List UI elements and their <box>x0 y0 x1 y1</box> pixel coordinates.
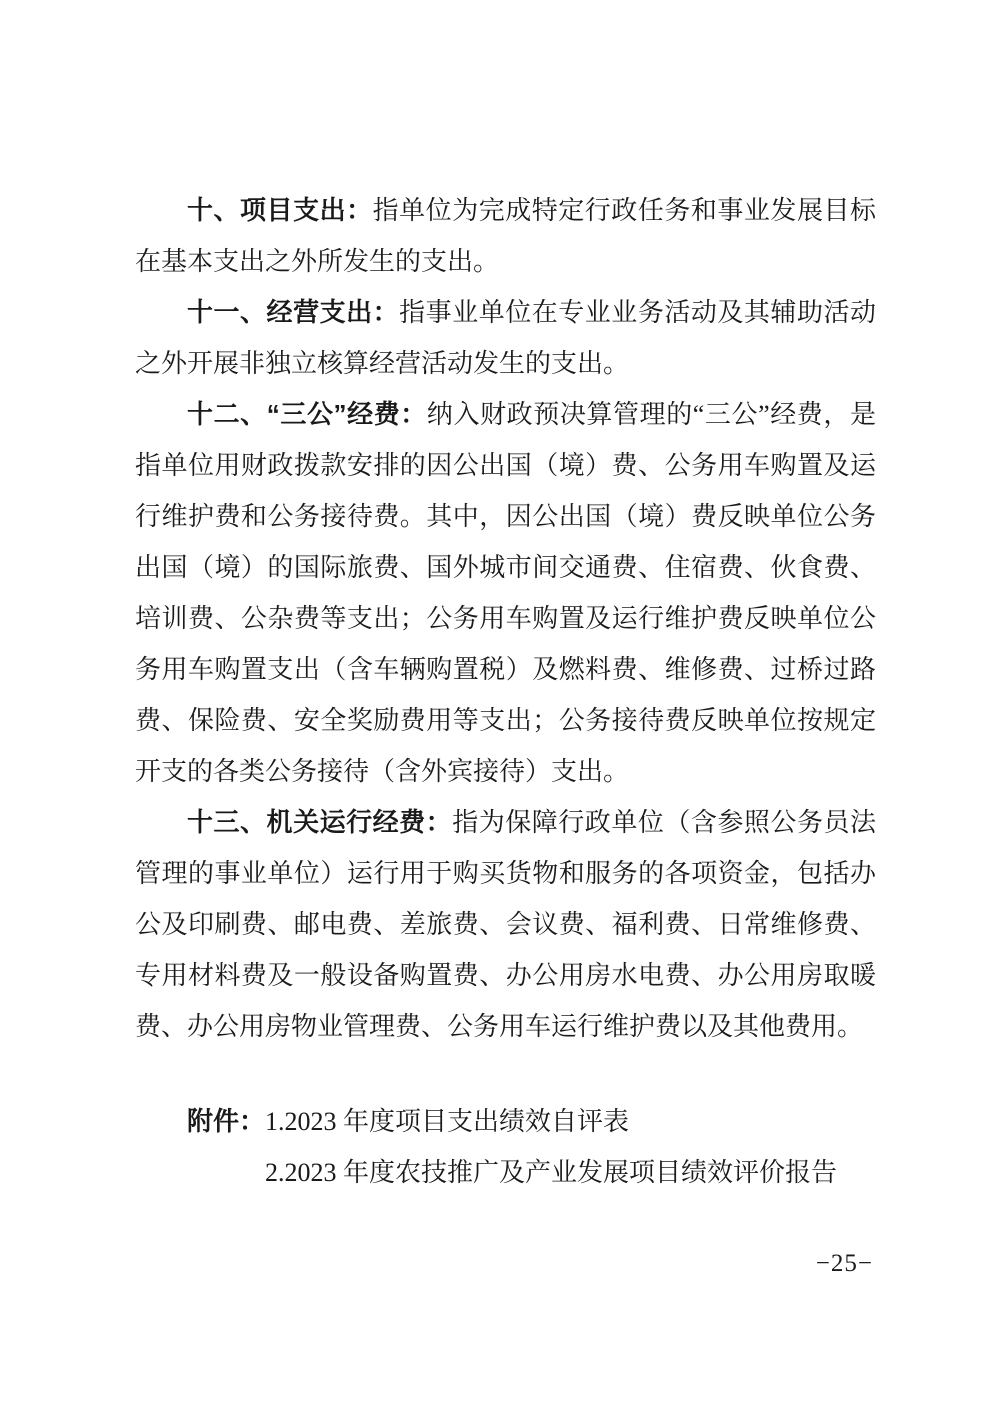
document-body <box>135 185 876 1198</box>
paragraph-term-13 <box>135 797 876 1052</box>
attachment-item-2: 2.2023 年度农技推广及产业发展项目绩效评价报告 <box>265 1158 838 1187</box>
term-definition: 指事业单位在专业业务活动及其辅助活动之外开展非独立核算经营活动发生的支出。 <box>135 298 876 378</box>
attachment-title: 1.2023 年度项目支出绩效自评表 <box>265 1107 630 1136</box>
attachment-item-1 <box>135 1096 876 1147</box>
term-definition: 指为保障行政单位（含参照公务员法管理的事业单位）运行用于购买货物和服务的各项资金，包括办公及印刷费、邮电费、差旅费、会议费、福利费、日常维修费、专用材料费及一般设备购置费、办公用房水电费、办公用房取暖费、办公用房物业管理费、公务用车运行维护费以及其他费用。 <box>135 808 876 1041</box>
term-label-project-expenditure: 十、项目支出： <box>187 195 373 225</box>
paragraph-term-11 <box>135 287 876 389</box>
term-definition: 指单位为完成特定行政任务和事业发展目标在基本支出之外所发生的支出。 <box>135 196 876 276</box>
term-label-three-public-funds: 十二、“三公”经费： <box>187 399 427 429</box>
attachments-label: 附件： <box>187 1106 266 1136</box>
paragraph-term-10 <box>135 185 876 287</box>
term-definition: 纳入财政预决算管理的“三公”经费，是指单位用财政拨款安排的因公出国（境）费、公务用车购置及运行维护费和公务接待费。其中，因公出国（境）费反映单位公务出国（境）的国际旅费、国外城市间交通费、住宿费、伙食费、培训费、公杂费等支出；公务用车购置及运行维护费反映单位公务用车购置支出（含车辆购置税）及燃料费、维修费、过桥过路费、保险费、安全奖励费用等支出；公务接待费反映单位按规定开支的各类公务接待（含外宾接待）支出。 <box>135 400 876 786</box>
attachments-block <box>135 1096 876 1198</box>
term-label-agency-operating-funds: 十三、机关运行经费： <box>187 807 453 837</box>
page-number: −25− <box>815 1250 873 1277</box>
paragraph-term-12 <box>135 389 876 797</box>
term-label-operating-expenditure: 十一、经营支出： <box>187 297 400 327</box>
